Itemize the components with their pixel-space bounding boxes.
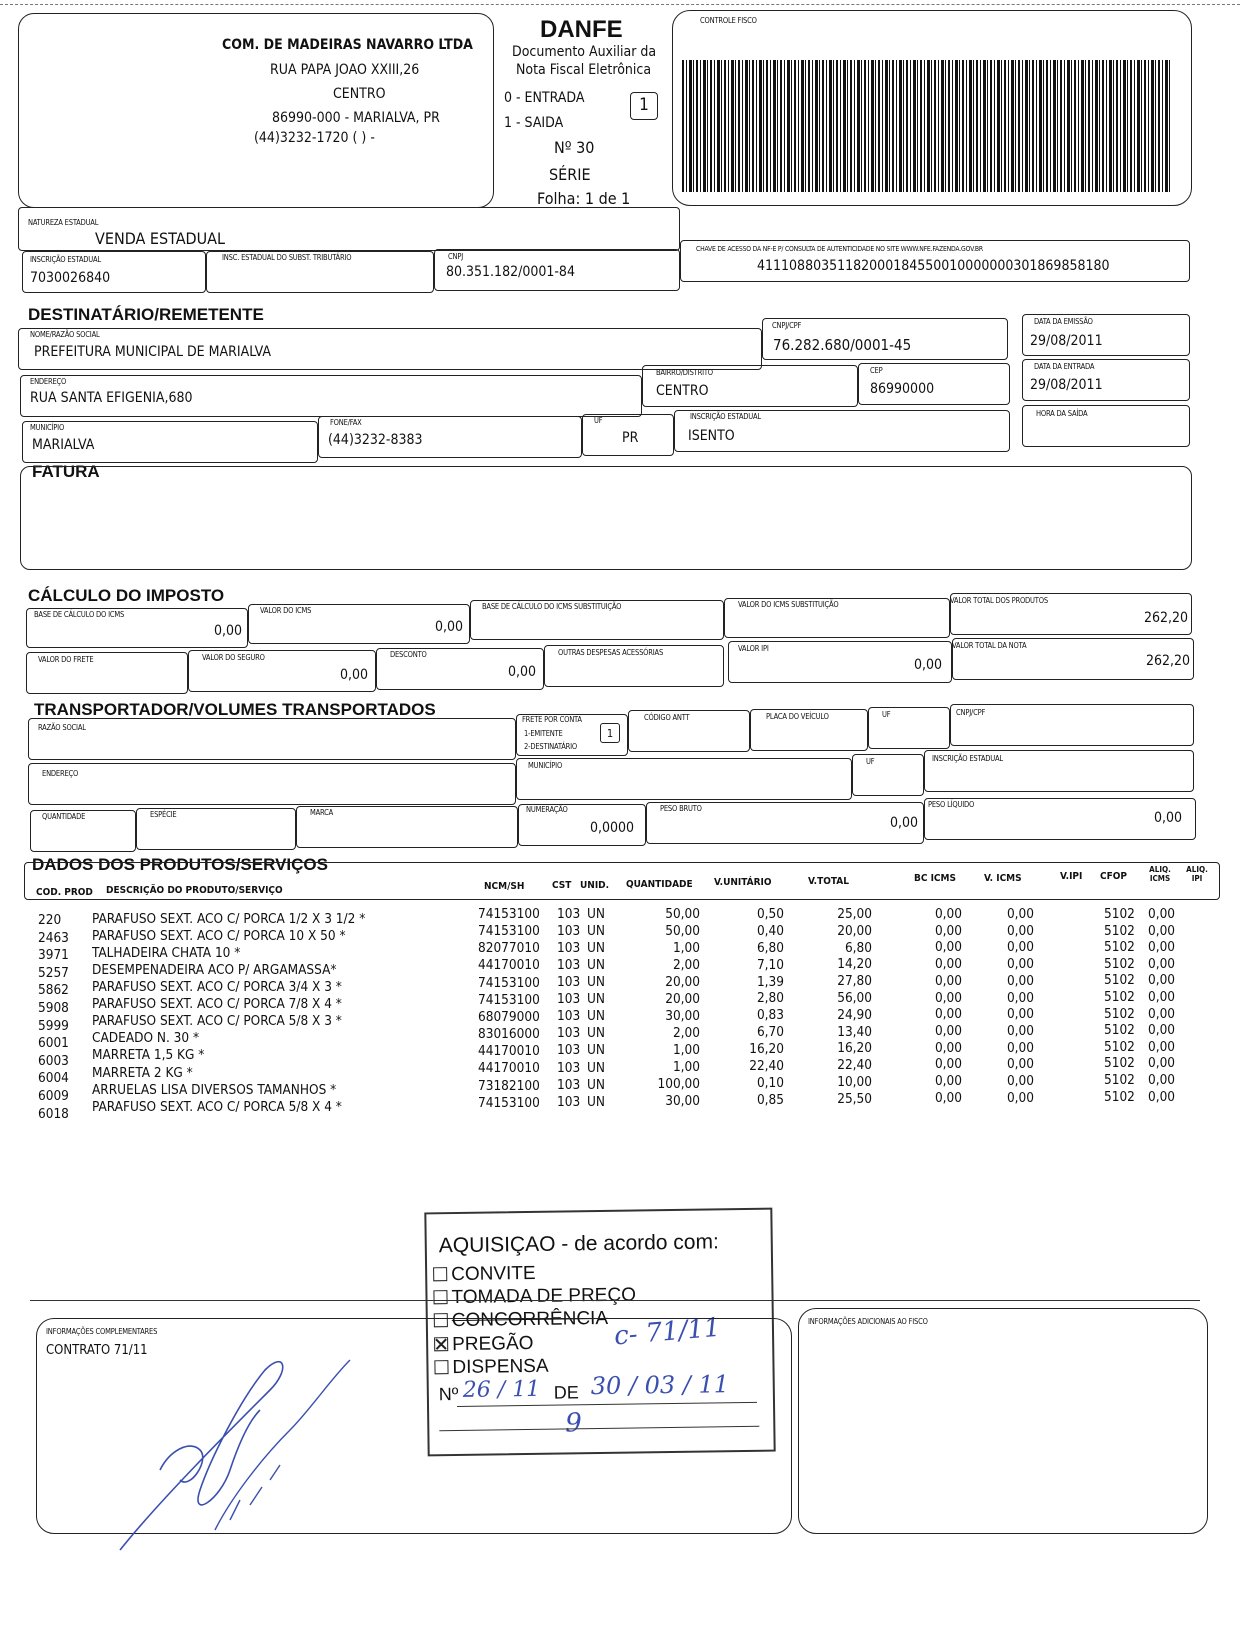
cell-cfop: 5102 [1104, 1022, 1135, 1039]
cell-vunit: 0,83 [756, 1007, 784, 1024]
base-st-label: BASE DE CÁLCULO DO ICMS SUBSTITUIÇÃO [482, 602, 622, 611]
hdr-vipi: V.IPI [1060, 871, 1083, 882]
chave-label: CHAVE DE ACESSO DA NF-E P/ CONSULTA DE AUTENTICIDADE NO SITE WWW.NFE.FAZENDA.GOV.BR [696, 245, 983, 253]
cell-bc: 0,00 [934, 922, 962, 939]
transp-frete-opt2: 2-DESTINATÁRIO [524, 742, 577, 751]
cell-cod: 6003 [38, 1052, 69, 1069]
cell-unid: UN [587, 940, 605, 957]
natureza-label: NATUREZA ESTADUAL [28, 218, 99, 227]
stamp-hand-9: 9 [565, 1408, 583, 1439]
cell-desc: CADEADO N. 30 * [92, 1030, 200, 1047]
cell-qtd: 2,00 [672, 1024, 700, 1041]
transp-placa-label: PLACA DO VEÍCULO [766, 712, 829, 721]
cell-aliq: 0,00 [1148, 1022, 1176, 1039]
issuer-address: RUA PAPA JOAO XXIII,26 [270, 62, 420, 78]
cell-desc: MARRETA 1,5 KG * [92, 1047, 205, 1064]
cell-cst: 103 [557, 991, 581, 1008]
transp-cnpj-label: CNPJ/CPF [956, 708, 986, 717]
cell-ncm: 74153100 [478, 1094, 540, 1111]
desconto: 0,00 [507, 664, 536, 680]
cell-cfop: 5102 [1104, 906, 1135, 922]
cell-cod: 2463 [38, 929, 69, 946]
cell-qtd: 1,00 [672, 1041, 700, 1058]
transp-razao-label: RAZÃO SOCIAL [38, 723, 86, 732]
inscricao-label: INSCRIÇÃO ESTADUAL [30, 255, 101, 264]
cell-vicms: 0,00 [1006, 1089, 1034, 1106]
dest-nome: PREFEITURA MUNICIPAL DE MARIALVA [34, 344, 272, 360]
cell-qtd: 50,00 [665, 906, 700, 922]
convite-checkbox [433, 1267, 447, 1281]
dest-cep-label: CEP [870, 366, 883, 375]
fatura-box [20, 466, 1192, 570]
cell-qtd: 30,00 [665, 1092, 700, 1109]
transp-cnpj-box [950, 704, 1194, 746]
cell-ncm: 73182100 [478, 1077, 540, 1094]
transp-municipio-label: MUNICÍPIO [528, 761, 563, 770]
cell-desc: PARAFUSO SEXT. ACO C/ PORCA 3/4 X 3 * [92, 979, 342, 996]
cell-vicms: 0,00 [1006, 1022, 1034, 1039]
cell-vtotal: 25,50 [837, 1090, 872, 1107]
stamp-opt-convite: CONVITE [433, 1263, 536, 1286]
cell-desc: PARAFUSO SEXT. ACO C/ PORCA 10 X 50 * [92, 928, 346, 945]
bottom-divider [30, 1300, 1200, 1301]
issuer-city: 86990-000 - MARIALVA, PR [272, 110, 440, 126]
cell-vtotal: 27,80 [837, 973, 872, 990]
cell-vunit: 16,20 [749, 1041, 784, 1058]
transp-uf-box [868, 707, 950, 749]
hdr-cst: CST [552, 880, 572, 891]
transp-endereco-box [28, 763, 516, 805]
cell-desc: DESEMPENADEIRA ACO P/ ARGAMASSA* [92, 962, 337, 979]
cell-desc: PARAFUSO SEXT. ACO C/ PORCA 1/2 X 3 1/2 * [92, 911, 366, 927]
dest-endereco-label: ENDEREÇO [30, 377, 67, 386]
cell-vunit: 6,70 [756, 1024, 784, 1041]
cell-bc: 0,00 [934, 1089, 962, 1106]
dest-cnpj: 76.282.680/0001-45 [773, 336, 912, 354]
cell-unid: UN [587, 974, 605, 991]
cell-cfop: 5102 [1104, 1055, 1135, 1072]
cell-vicms: 0,00 [1006, 906, 1034, 922]
transp-uf2-label: UF [866, 757, 875, 766]
hdr-aliq-ipi: ALIQ. IPI [1186, 865, 1208, 883]
cell-cod: 220 [38, 912, 62, 928]
cell-qtd: 100,00 [657, 1075, 700, 1092]
stamp-opt-pregao: PREGÃO [434, 1333, 534, 1356]
dest-entrada: 29/08/2011 [1030, 377, 1103, 393]
transp-antt-label: CÓDIGO ANTT [644, 713, 690, 722]
valor-st-label: VALOR DO ICMS SUBSTITUIÇÃO [738, 600, 839, 609]
cell-vunit: 6,80 [756, 939, 784, 956]
cell-unid: UN [587, 923, 605, 940]
cell-vunit: 0,85 [756, 1091, 784, 1108]
danfe-numero: Nº 30 [554, 138, 595, 157]
cell-bc: 0,00 [934, 989, 962, 1006]
hdr-unid: UNID. [580, 880, 610, 891]
dest-bairro-label: BAIRRO/DISTRITO [656, 368, 713, 377]
cell-desc: TALHADEIRA CHATA 10 * [92, 945, 241, 962]
issuer-district: CENTRO [333, 86, 386, 102]
insc-subst-label: INSC. ESTADUAL DO SUBST. TRIBUTÁRIO [222, 253, 352, 262]
cell-aliq: 0,00 [1148, 1005, 1176, 1022]
transp-frete-opt1: 1-EMITENTE [524, 729, 563, 738]
cell-vicms: 0,00 [1006, 1006, 1034, 1023]
cell-vicms: 0,00 [1006, 1039, 1034, 1056]
cell-qtd: 2,00 [672, 956, 700, 973]
danfe-title: DANFE [540, 16, 623, 43]
cell-cod: 5908 [38, 1000, 69, 1016]
cell-unid: UN [587, 991, 605, 1008]
cell-vunit: 0,50 [756, 906, 784, 922]
cell-vunit: 22,40 [749, 1057, 784, 1074]
cell-ncm: 83016000 [478, 1026, 540, 1043]
cell-aliq: 0,00 [1148, 922, 1176, 939]
cell-cst: 103 [557, 1059, 581, 1076]
cell-vtotal: 20,00 [837, 922, 872, 939]
stamp-hand-pregao: c- 71/11 [612, 1312, 722, 1352]
issuer-name: COM. DE MADEIRAS NAVARRO LTDA [222, 37, 473, 53]
dest-municipio: MARIALVA [32, 437, 95, 453]
cell-vunit: 0,10 [756, 1074, 784, 1091]
cell-cst: 103 [557, 974, 581, 991]
cell-qtd: 20,00 [665, 973, 700, 990]
cell-vunit: 0,40 [756, 922, 784, 939]
transp-quantidade-label: QUANTIDADE [42, 812, 86, 821]
cell-cfop: 5102 [1104, 1005, 1135, 1022]
transp-peso-liquido-label: PESO LÍQUIDO [928, 800, 975, 809]
cell-ncm: 74153100 [478, 991, 540, 1008]
cell-vicms: 0,00 [1006, 922, 1034, 939]
dest-entrada-label: DATA DA ENTRADA [1034, 362, 1095, 371]
transp-marca-label: MARCA [310, 808, 334, 817]
danfe-subtitle-2: Nota Fiscal Eletrônica [516, 62, 652, 78]
cell-cst: 103 [557, 1008, 581, 1025]
cell-aliq: 0,00 [1148, 939, 1176, 956]
transp-uf-label: UF [882, 710, 891, 719]
cell-vtotal: 25,00 [837, 906, 872, 922]
cell-ncm: 74153100 [478, 906, 540, 922]
hdr-cfop: CFOP [1100, 871, 1127, 882]
cell-bc: 0,00 [934, 1022, 962, 1039]
dest-bairro: CENTRO [656, 383, 709, 399]
cell-cfop: 5102 [1104, 922, 1135, 939]
dest-emissao: 29/08/2011 [1030, 333, 1103, 349]
cell-desc: PARAFUSO SEXT. ACO C/ PORCA 5/8 X 3 * [92, 1013, 342, 1030]
dest-ie-label: INSCRIÇÃO ESTADUAL [690, 412, 761, 421]
transp-razao-box [28, 718, 516, 760]
signature [100, 1320, 380, 1570]
cell-cfop: 5102 [1104, 989, 1135, 1006]
inscricao-value: 7030026840 [30, 270, 111, 286]
cell-cst: 103 [557, 923, 581, 940]
cell-cfop: 5102 [1104, 939, 1135, 956]
cell-bc: 0,00 [934, 939, 962, 956]
stamp-opt-concorrencia: CONCORRÊNCIA [434, 1308, 609, 1332]
danfe-subtitle-1: Documento Auxiliar da [512, 44, 657, 60]
transp-uf2-box [852, 754, 924, 796]
stamp-title: AQUISIÇAO - de acordo com: [438, 1230, 720, 1258]
cell-cfop: 5102 [1104, 1038, 1135, 1055]
cell-aliq: 0,00 [1148, 1038, 1176, 1055]
transp-section-title: TRANSPORTADOR/VOLUMES TRANSPORTADOS [34, 700, 436, 719]
dest-fone: (44)3232-8383 [328, 432, 423, 448]
hdr-vtotal: V.TOTAL [808, 876, 849, 887]
cell-aliq: 0,00 [1148, 1055, 1176, 1072]
cell-desc: PARAFUSO SEXT. ACO C/ PORCA 5/8 X 4 * [92, 1098, 342, 1115]
cell-cod: 6001 [38, 1035, 69, 1052]
cell-vunit: 1,39 [756, 973, 784, 990]
tomada-checkbox [433, 1290, 447, 1304]
cell-cst: 103 [557, 1076, 581, 1093]
cell-vicms: 0,00 [1006, 939, 1034, 956]
cell-unid: UN [587, 1076, 605, 1093]
cell-vicms: 0,00 [1006, 972, 1034, 989]
cell-ncm: 44170010 [478, 1060, 540, 1077]
transp-numeracao: 0,0000 [589, 820, 634, 836]
info-fisco-label: INFORMAÇÕES ADICIONAIS AO FISCO [808, 1317, 928, 1326]
cell-vtotal: 10,00 [837, 1073, 872, 1090]
transp-peso-bruto: 0,00 [889, 815, 918, 831]
cell-desc: ARRUELAS LISA DIVERSOS TAMANHOS * [92, 1081, 337, 1098]
transp-endereco-label: ENDEREÇO [42, 769, 79, 778]
cell-qtd: 30,00 [665, 1007, 700, 1024]
cell-desc: PARAFUSO SEXT. ACO C/ PORCA 7/8 X 4 * [92, 996, 342, 1013]
cell-vunit: 7,10 [756, 956, 784, 973]
cell-bc: 0,00 [934, 972, 962, 989]
dest-cep: 86990000 [870, 381, 935, 397]
dest-emissao-label: DATA DA EMISSÃO [1034, 317, 1093, 326]
cell-vicms: 0,00 [1006, 1073, 1034, 1089]
total-nota-label: VALOR TOTAL DA NOTA [952, 641, 1027, 650]
valor-icms-label: VALOR DO ICMS [260, 606, 312, 615]
cell-cst: 103 [557, 957, 581, 974]
cell-vicms: 0,00 [1006, 956, 1034, 973]
cell-unid: UN [587, 1059, 605, 1076]
hdr-qtd: QUANTIDADE [626, 879, 693, 890]
natureza-value: VENDA ESTADUAL [95, 229, 226, 248]
valor-icms: 0,00 [434, 619, 463, 635]
transp-peso-liquido: 0,00 [1153, 810, 1182, 826]
cell-cst: 103 [557, 1042, 581, 1059]
cell-cod: 3971 [38, 947, 69, 964]
cell-vtotal: 13,40 [837, 1023, 872, 1040]
cell-aliq: 0,00 [1148, 1072, 1176, 1089]
cell-aliq: 0,00 [1148, 906, 1176, 922]
dest-uf-label: UF [594, 416, 603, 425]
dest-cnpj-label: CNPJ/CPF [772, 321, 802, 330]
cell-qtd: 1,00 [672, 939, 700, 956]
cell-vicms: 0,00 [1006, 989, 1034, 1006]
stamp-no-label: Nº [438, 1383, 459, 1405]
page-top-edge [0, 4, 1240, 5]
transp-peso-bruto-label: PESO BRUTO [660, 804, 702, 813]
cell-cod: 5257 [38, 964, 69, 981]
cell-cfop: 5102 [1104, 1088, 1135, 1105]
cell-ncm: 74153100 [478, 974, 540, 991]
cell-aliq: 0,00 [1148, 1088, 1176, 1105]
base-icms: 0,00 [213, 623, 242, 639]
cell-unid: UN [587, 1025, 605, 1042]
cell-bc: 0,00 [934, 1056, 962, 1073]
ipi: 0,00 [913, 657, 942, 673]
hdr-vunit: V.UNITÁRIO [714, 877, 772, 888]
cell-unid: UN [587, 1042, 605, 1059]
info-compl: CONTRATO 71/11 [46, 1343, 148, 1358]
cell-vicms: 0,00 [1006, 1056, 1034, 1073]
cell-vunit: 2,80 [756, 990, 784, 1007]
barcode [682, 60, 1172, 192]
chave-value: 41110880351182000184550010000000301869858180 [757, 258, 1110, 274]
dest-fone-label: FONE/FAX [330, 418, 362, 427]
stamp-de-label: DE [553, 1382, 579, 1403]
transp-frete-value: 1 [600, 723, 620, 743]
transp-numeracao-label: NUMERAÇÃO [526, 805, 568, 814]
cell-ncm: 44170010 [478, 1043, 540, 1060]
issuer-phone: (44)3232-1720 ( ) - [254, 130, 375, 146]
cell-qtd: 1,00 [672, 1058, 700, 1075]
cell-cfop: 5102 [1104, 1072, 1135, 1089]
cell-ncm: 68079000 [478, 1008, 540, 1025]
ipi-label: VALOR IPI [738, 644, 769, 653]
cnpj-value: 80.351.182/0001-84 [446, 264, 575, 280]
hdr-aliq-icms: ALIQ. ICMS [1149, 865, 1171, 883]
cell-ncm: 44170010 [478, 957, 540, 974]
cell-cfop: 5102 [1104, 972, 1135, 989]
cell-aliq: 0,00 [1148, 955, 1176, 972]
dest-section-title: DESTINATÁRIO/REMETENTE [28, 305, 264, 324]
fatura-section-title: FATURA [32, 462, 100, 481]
cell-bc: 0,00 [934, 1039, 962, 1056]
cell-cst: 103 [557, 1093, 581, 1110]
cell-qtd: 50,00 [665, 922, 700, 939]
seguro: 0,00 [339, 667, 368, 683]
cell-qtd: 20,00 [665, 990, 700, 1007]
cell-unid: UN [587, 957, 605, 974]
produtos-section-title: DADOS DOS PRODUTOS/SERVIÇOS [32, 855, 328, 874]
cell-cod: 6004 [38, 1070, 69, 1087]
cell-cod: 6018 [38, 1105, 69, 1122]
cell-aliq: 0,00 [1148, 972, 1176, 989]
seguro-label: VALOR DO SEGURO [202, 653, 265, 662]
dest-saida-label: HORA DA SAÍDA [1036, 409, 1088, 418]
cell-cod: 5999 [38, 1017, 69, 1034]
stamp-opt-tomada: TOMADA DE PREÇO [433, 1284, 636, 1309]
cell-cod: 6009 [38, 1088, 69, 1104]
danfe-entrada: 0 - ENTRADA [504, 90, 585, 106]
cell-vtotal: 56,00 [837, 989, 872, 1006]
transp-especie-label: ESPÉCIE [150, 810, 177, 819]
stamp-opt-dispensa: DISPENSA [434, 1356, 548, 1380]
transp-ie-label: INSCRIÇÃO ESTADUAL [932, 754, 1003, 763]
cell-cst: 103 [557, 940, 581, 957]
cell-aliq: 0,00 [1148, 989, 1176, 1006]
frete-label: VALOR DO FRETE [38, 655, 94, 664]
hdr-bc: BC ICMS [914, 873, 956, 884]
outras-label: OUTRAS DESPESAS ACESSÓRIAS [558, 648, 664, 657]
cell-ncm: 74153100 [478, 923, 540, 940]
danfe-tipo-box: 1 [630, 92, 658, 120]
cell-bc: 0,00 [934, 1073, 962, 1089]
cell-bc: 0,00 [934, 1006, 962, 1023]
hdr-desc: DESCRIÇÃO DO PRODUTO/SERVIÇO [106, 885, 283, 896]
cell-cst: 103 [557, 1025, 581, 1042]
cnpj-label: CNPJ [448, 252, 464, 261]
cell-desc: MARRETA 2 KG * [92, 1064, 193, 1081]
cell-cfop: 5102 [1104, 955, 1135, 972]
danfe-folha: Folha: 1 de 1 [537, 189, 631, 208]
total-prod-label: VALOR TOTAL DOS PRODUTOS [950, 596, 1048, 605]
dest-ie: ISENTO [688, 428, 735, 444]
info-compl-label: INFORMAÇÕES COMPLEMENTARES [46, 1327, 158, 1336]
controle-fisco-label: CONTROLE FISCO [700, 16, 757, 25]
desconto-label: DESCONTO [390, 650, 427, 659]
dest-endereco: RUA SANTA EFIGENIA,680 [30, 390, 193, 406]
stamp-no-value: 26 / 11 [462, 1376, 541, 1403]
cell-vtotal: 22,40 [837, 1057, 872, 1074]
cell-ncm: 82077010 [478, 940, 540, 957]
stamp-de-value: 30 / 03 / 11 [590, 1370, 730, 1401]
hdr-ncm: NCM/SH [484, 881, 525, 892]
cell-unid: UN [587, 1008, 605, 1025]
dest-uf: PR [622, 430, 639, 446]
danfe-saida: 1 - SAIDA [504, 115, 564, 131]
cell-vtotal: 16,20 [837, 1040, 872, 1057]
cell-unid: UN [587, 906, 605, 922]
cell-vtotal: 24,90 [837, 1006, 872, 1023]
cell-vtotal: 14,20 [837, 956, 872, 973]
imposto-section-title: CÁLCULO DO IMPOSTO [28, 586, 225, 605]
info-fisco-box [798, 1308, 1208, 1534]
total-prod: 262,20 [1143, 610, 1188, 626]
cell-bc: 0,00 [934, 906, 962, 922]
hdr-cod: COD. PROD [36, 887, 93, 898]
cell-vtotal: 6,80 [844, 939, 872, 956]
total-nota: 262,20 [1145, 653, 1190, 669]
cell-cod: 5862 [38, 982, 69, 999]
danfe-serie: SÉRIE [549, 165, 591, 184]
dest-nome-label: NOME/RAZÃO SOCIAL [30, 330, 100, 339]
cell-cst: 103 [557, 906, 581, 922]
cell-unid: UN [587, 1093, 605, 1110]
hdr-vicms: V. ICMS [984, 873, 1022, 884]
cell-bc: 0,00 [934, 956, 962, 973]
dest-municipio-label: MUNICÍPIO [30, 423, 65, 432]
transp-frete-label: FRETE POR CONTA [522, 715, 582, 724]
base-icms-label: BASE DE CÁLCULO DO ICMS [34, 610, 125, 619]
transp-municipio-box [516, 758, 852, 800]
